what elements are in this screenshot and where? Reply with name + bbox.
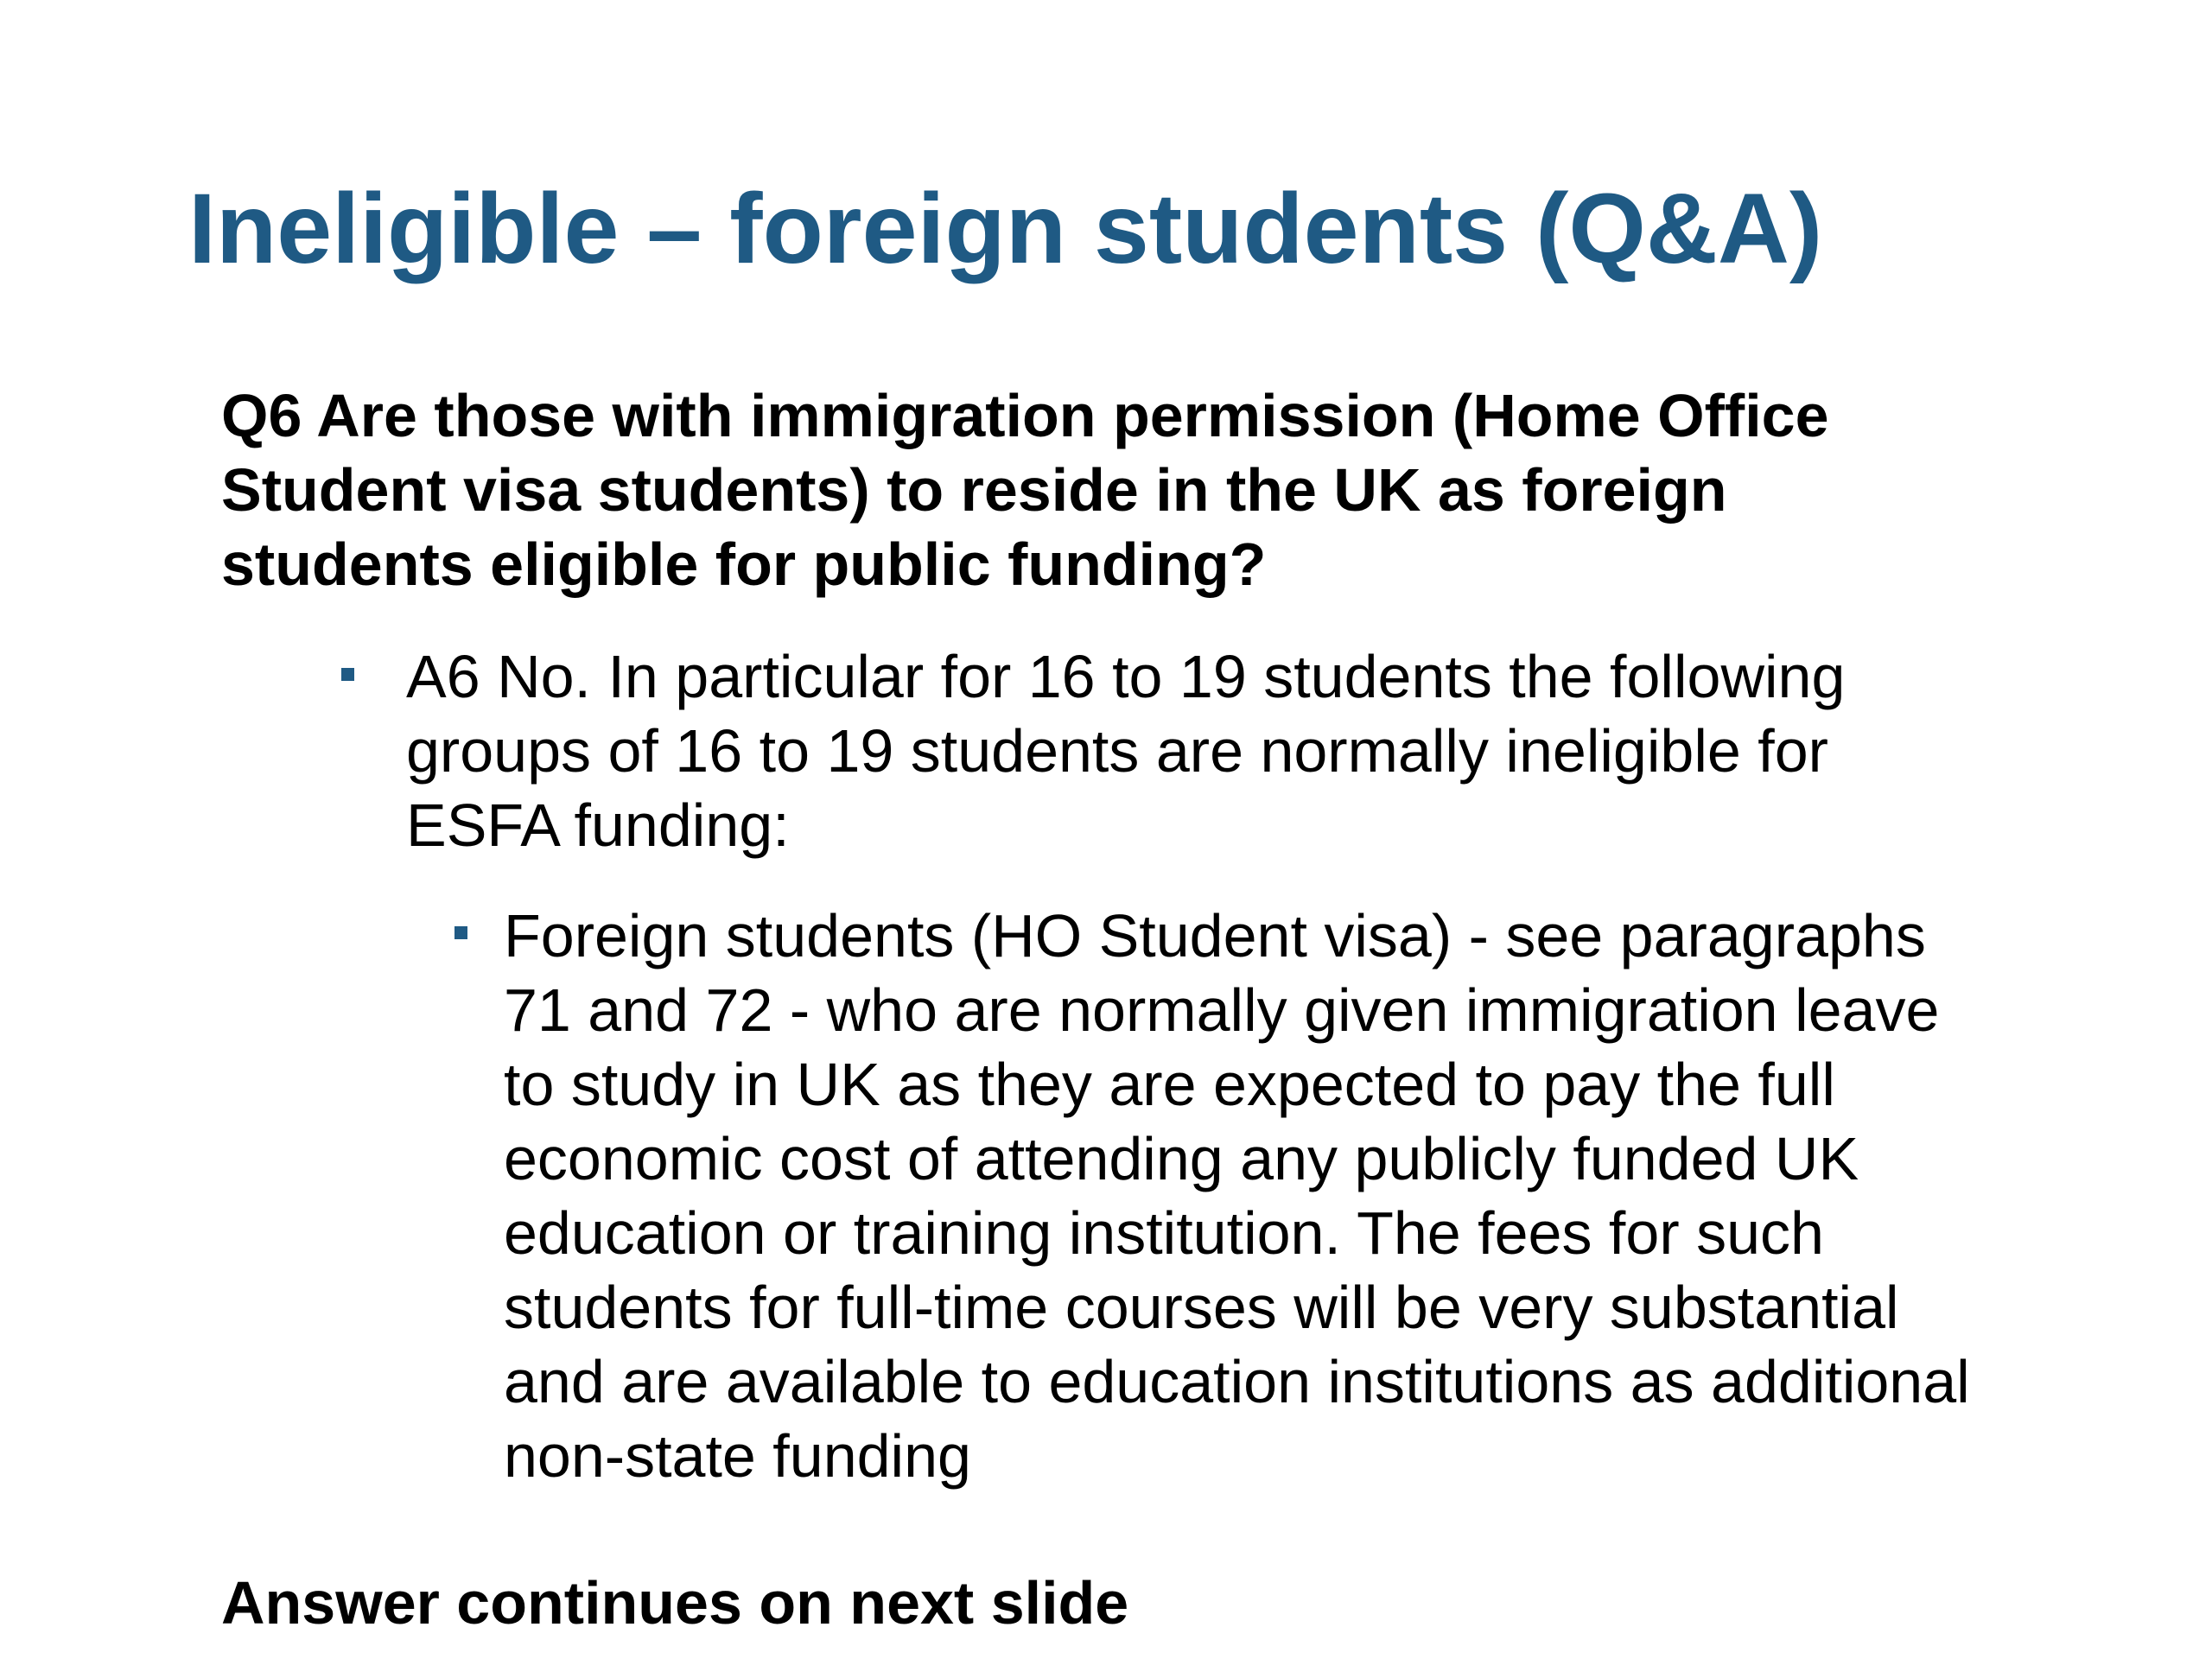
sub-answer-line: Foreign students (HO Student visa) - see paragraphs: [504, 902, 1926, 969]
answer-line: A6 No. In particular for 16 to 19 students the following: [406, 643, 1846, 710]
sub-answer-line: economic cost of attending any publicly funded UK: [504, 1125, 1859, 1192]
sub-answer-line: non-state funding: [504, 1422, 971, 1490]
question-line: students eligible for public funding?: [221, 531, 1267, 598]
question-line: Student visa students) to reside in the UK as foreign: [221, 456, 1727, 524]
answer-line: ESFA funding:: [406, 791, 790, 859]
slide-title: Ineligible – foreign students (Q&A): [188, 174, 1823, 284]
square-bullet-icon: [341, 668, 354, 681]
sub-answer-line: and are available to education institutions as additional: [504, 1348, 1970, 1415]
question-line: Q6 Are those with immigration permission (Home Office: [221, 382, 1829, 449]
answer-line: groups of 16 to 19 students are normally ineligible for: [406, 717, 1828, 785]
answer-text: [406, 639, 1845, 862]
continuation-note: Answer continues on next slide: [221, 1569, 1129, 1637]
square-bullet-icon: [454, 926, 467, 939]
sub-answer-line: education or training institution. The fees for such: [504, 1199, 1824, 1267]
question-text: [221, 378, 2036, 601]
sub-answer-text: [504, 899, 1970, 1493]
sub-answer-line: students for full-time courses will be very substantial: [504, 1274, 1899, 1341]
sub-answer-line: 71 and 72 - who are normally given immigration leave: [504, 976, 1940, 1044]
sub-answer-line: to study in UK as they are expected to pay the full: [504, 1051, 1835, 1118]
